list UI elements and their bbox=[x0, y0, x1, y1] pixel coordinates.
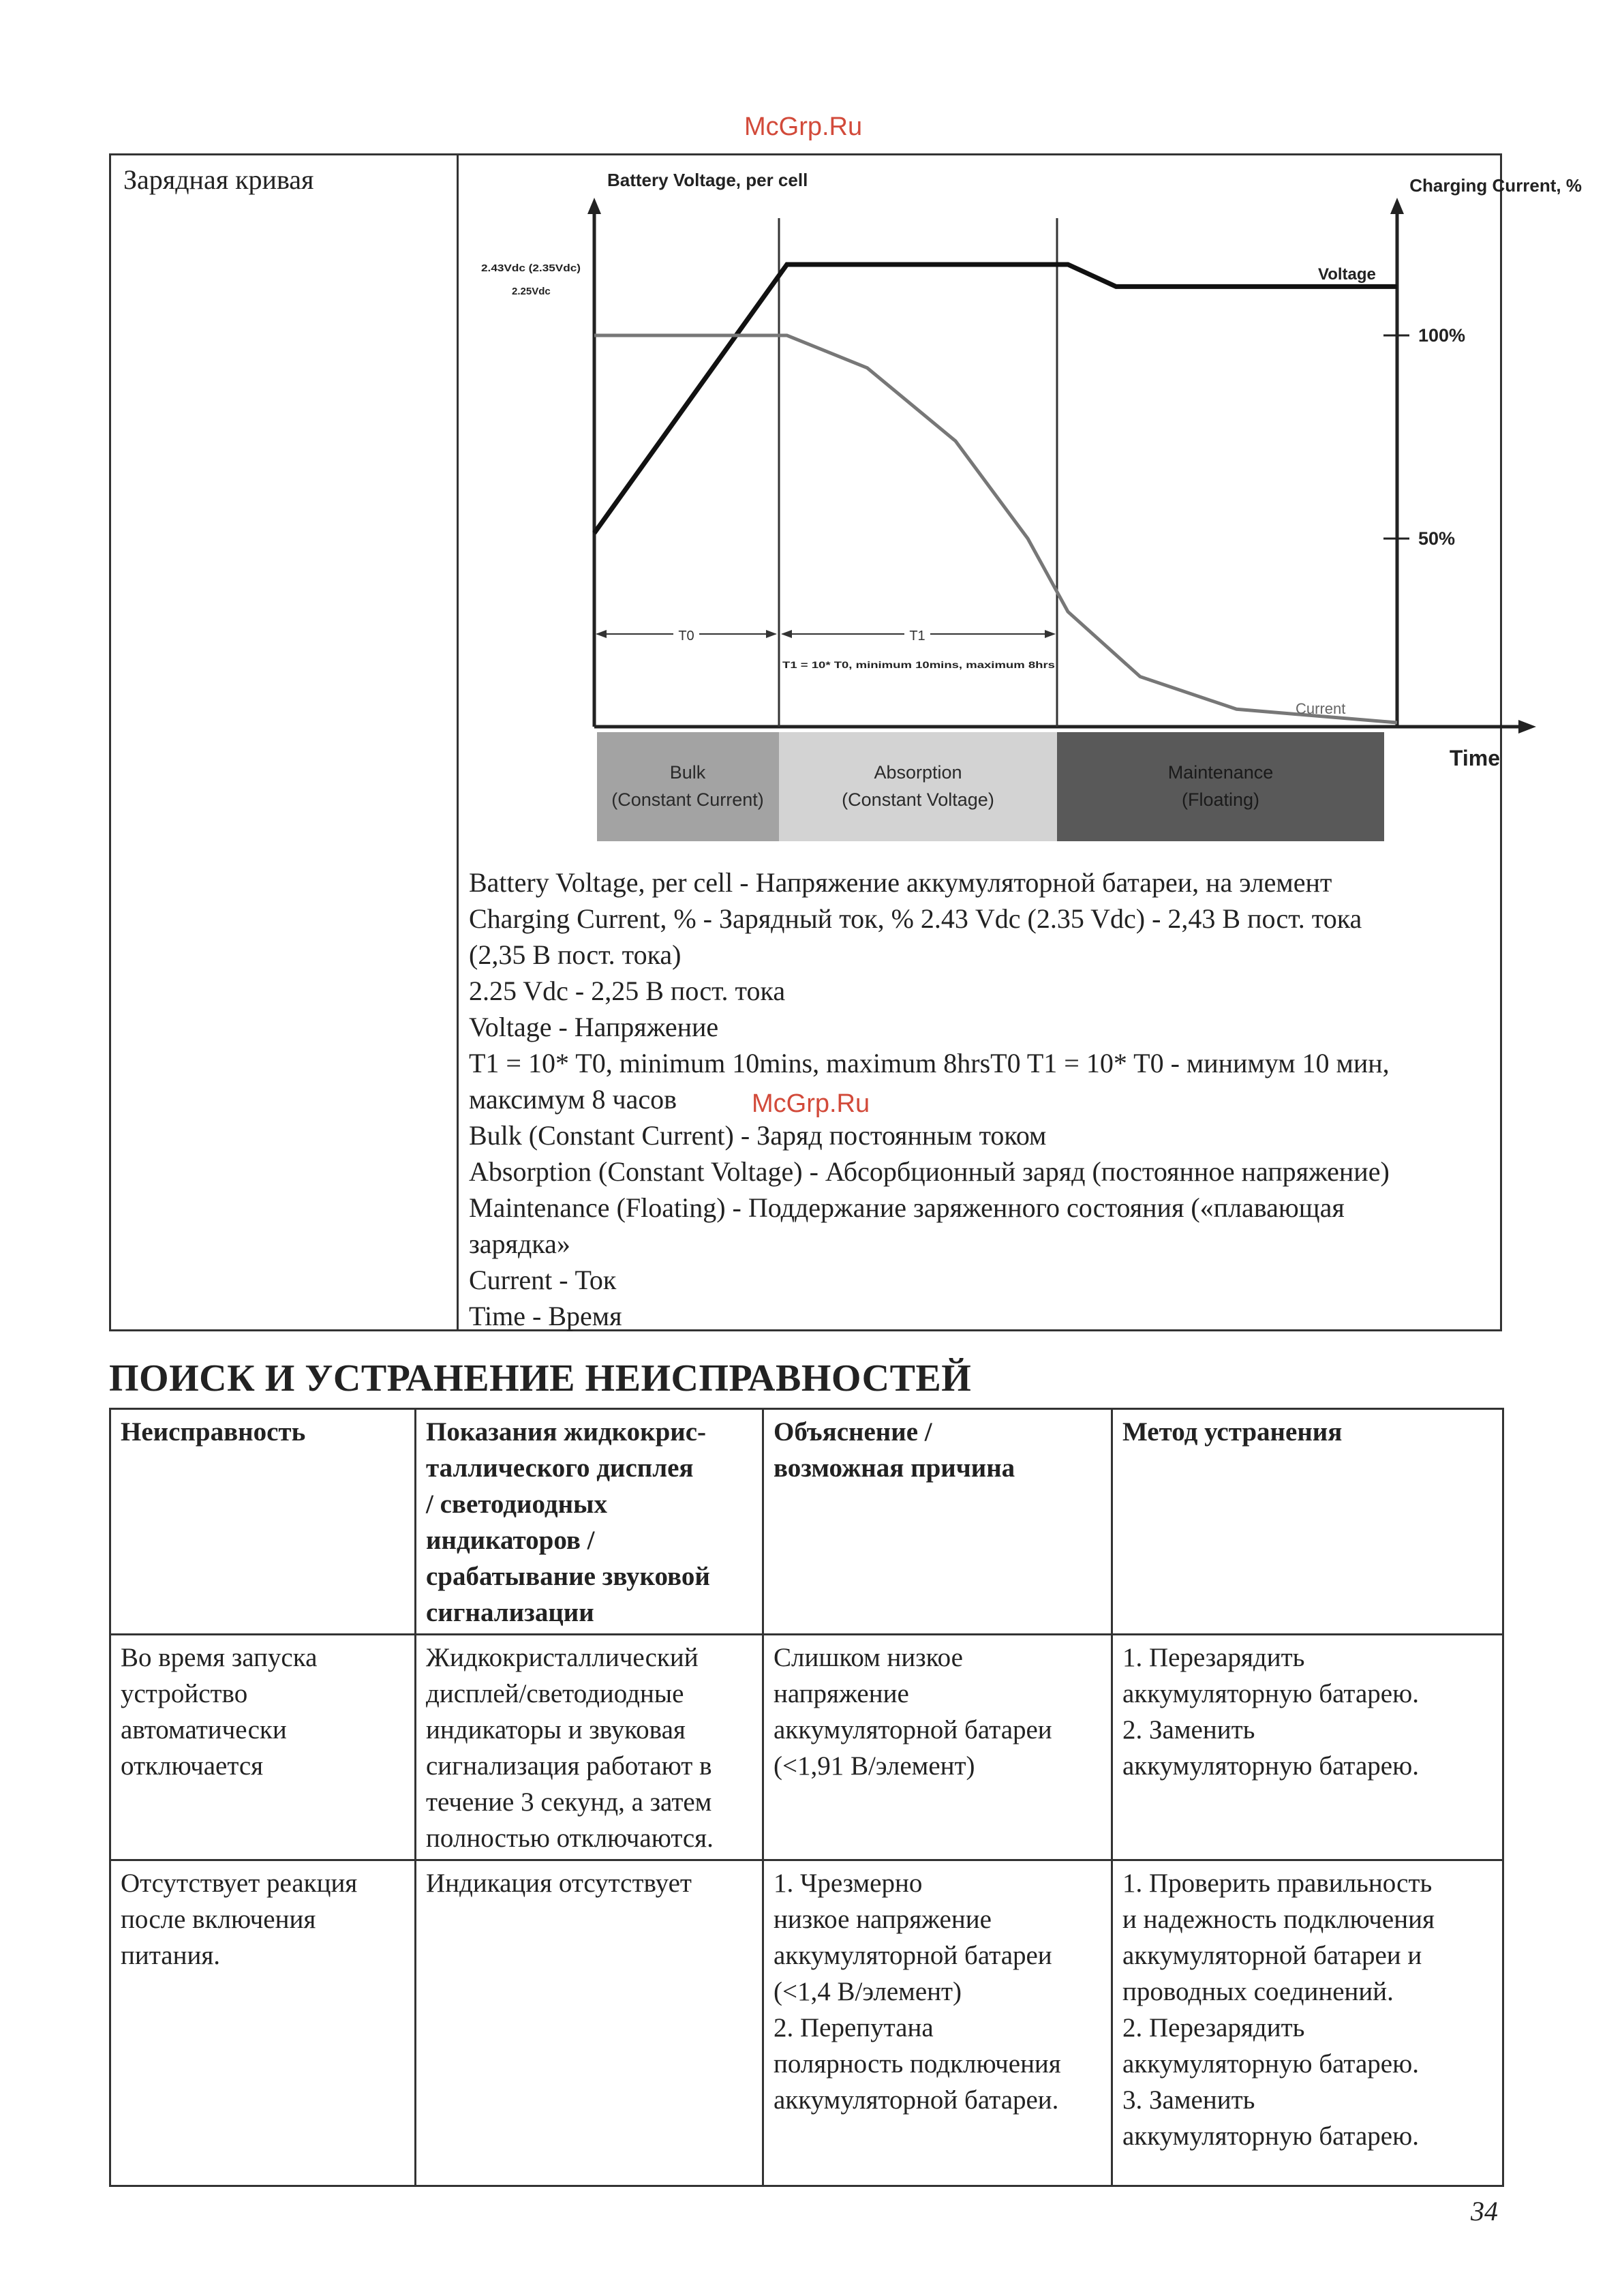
t1-arrow-left bbox=[781, 630, 792, 638]
stage-maintenance bbox=[1057, 732, 1384, 841]
y-left-tick-low: 2.25Vdc bbox=[512, 286, 551, 297]
current-label: Current bbox=[1296, 700, 1346, 717]
cell-cause: Слишком низкое напряжение аккумуляторной батареи (<1,91 В/элемент) bbox=[763, 1635, 1112, 1860]
y-right-tick-50: 50% bbox=[1418, 528, 1456, 549]
curve-label-cell bbox=[111, 155, 459, 1329]
table-header-row bbox=[110, 1409, 1503, 1635]
legend-line: зарядка» bbox=[469, 1228, 570, 1259]
curve-label: Зарядная кривая bbox=[123, 164, 314, 195]
header-cause: Объяснение / возможная причина bbox=[763, 1409, 1112, 1635]
troubleshooting-title: ПОИСК И УСТРАНЕНИЕ НЕИСПРАВНОСТЕЙ bbox=[109, 1357, 972, 1400]
legend-line: T1 = 10* T0, minimum 10mins, maximum 8hrsT0 T1 = 10* T0 - минимум 10 мин, bbox=[469, 1048, 1390, 1078]
charging-curve-chart bbox=[461, 155, 1582, 858]
charging-curve-table bbox=[109, 153, 1582, 1331]
y-axis-left-arrow bbox=[587, 198, 601, 214]
watermark-middle: McGrp.Ru bbox=[752, 1089, 870, 1118]
y-right-tick-100: 100% bbox=[1418, 325, 1466, 346]
legend-line: Battery Voltage, per cell - Напряжение аккумуляторной батареи, на элемент bbox=[469, 867, 1332, 898]
stage-bulk-line2: (Constant Current) bbox=[611, 789, 764, 810]
legend-line: максимум 8 часов bbox=[469, 1084, 677, 1115]
page-number: 34 bbox=[1471, 2196, 1498, 2226]
cell-fix: 1. Перезарядить аккумуляторную батарею. 2. Заменить аккумуляторную батарею. bbox=[1112, 1635, 1503, 1860]
troubleshooting-table bbox=[109, 1408, 1504, 2187]
y-axis-right-arrow bbox=[1390, 198, 1404, 214]
header-fix: Метод устранения bbox=[1112, 1409, 1503, 1635]
legend-line: Maintenance (Floating) - Поддержание заряженного состояния («плавающая bbox=[469, 1192, 1345, 1223]
t0-arrow-right bbox=[766, 630, 777, 638]
legend-line: Time - Время bbox=[469, 1301, 622, 1331]
y-right-title: Charging Current, % bbox=[1409, 175, 1582, 196]
cell-indication: Жидкокристаллический дисплей/светодиодные индикаторы и звуковая сигнализация работают в течение 3 секунд, а затем полностью отключаются. bbox=[416, 1635, 763, 1860]
watermark-top: McGrp.Ru bbox=[744, 112, 863, 141]
stage-maintenance-line2: (Floating) bbox=[1181, 789, 1260, 810]
legend-line: Absorption (Constant Voltage) - Абсорбционный заряд (постоянное напряжение) bbox=[469, 1156, 1390, 1187]
table-row bbox=[110, 1635, 1503, 1860]
table-row bbox=[110, 1860, 1503, 2186]
header-fault: Неисправность bbox=[110, 1409, 416, 1635]
header-indication: Показания жидкокрис- таллического дисплея / светодиодных индикаторов / срабатывание звуковой сигнализации bbox=[416, 1409, 763, 1635]
cell-indication: Индикация отсутствует bbox=[416, 1860, 763, 2186]
legend-line: (2,35 В пост. тока) bbox=[469, 939, 682, 970]
chart-legend-text bbox=[469, 864, 1491, 1334]
stage-absorption-line2: (Constant Voltage) bbox=[842, 789, 994, 810]
t1-arrow-right bbox=[1045, 630, 1056, 638]
stage-bulk-line1: Bulk bbox=[669, 762, 706, 783]
stage-absorption-line1: Absorption bbox=[874, 762, 962, 783]
cell-fault: Отсутствует реакция после включения питания. bbox=[110, 1860, 416, 2186]
stage-maintenance-line1: Maintenance bbox=[1167, 762, 1274, 783]
t0-arrow-left bbox=[596, 630, 607, 638]
y-left-tick-high: 2.43Vdc (2.35Vdc) bbox=[481, 262, 581, 274]
cell-cause: 1. Чрезмерно низкое напряжение аккумуляторной батареи (<1,4 В/элемент) 2. Перепутана полярность подключения аккумуляторной батареи. bbox=[763, 1860, 1112, 2186]
x-axis-arrow bbox=[1518, 720, 1536, 734]
cell-fix: 1. Проверить правильность и надежность подключения аккумуляторной батареи и проводных соединений. 2. Перезарядить аккумуляторную батарею. 3. Заменить аккумуляторную батарею. bbox=[1112, 1860, 1503, 2186]
legend-line: Voltage - Напряжение bbox=[469, 1012, 719, 1042]
legend-line: Current - Ток bbox=[469, 1265, 617, 1295]
stage-bulk bbox=[597, 732, 779, 841]
t1-note: T1 = 10* T0, minimum 10mins, maximum 8hrs bbox=[782, 659, 1056, 670]
x-axis-label: Time bbox=[1449, 746, 1500, 770]
legend-line: 2.25 Vdc - 2,25 В пост. тока bbox=[469, 976, 786, 1006]
voltage-label: Voltage bbox=[1318, 265, 1376, 284]
legend-line: Bulk (Constant Current) - Заряд постоянным током bbox=[469, 1120, 1047, 1151]
t0-label: T0 bbox=[678, 629, 694, 644]
legend-line: Charging Current, % - Зарядный ток, % 2.43 Vdc (2.35 Vdc) - 2,43 В пост. тока bbox=[469, 903, 1362, 934]
y-left-title: Battery Voltage, per cell bbox=[607, 170, 808, 190]
stage-absorption bbox=[779, 732, 1057, 841]
t1-label: T1 bbox=[909, 629, 925, 644]
cell-fault: Во время запуска устройство автоматически отключается bbox=[110, 1635, 416, 1860]
